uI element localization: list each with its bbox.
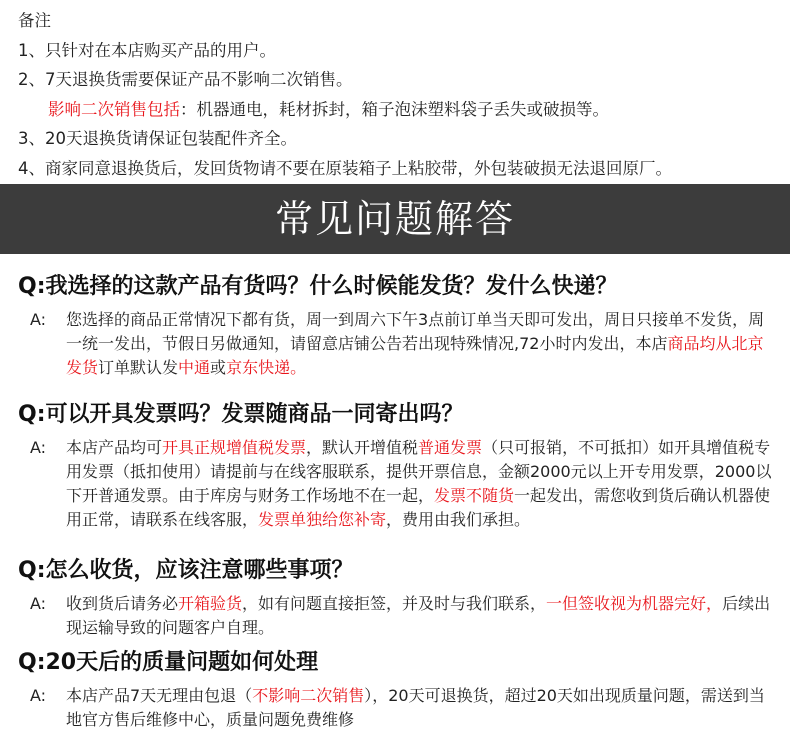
faq-answer-1 bbox=[18, 308, 772, 380]
answer-text: ），20天可退换货，超过20天如出现质量问题，需送到当地官方售后维修中心，质量问题免费维修 bbox=[66, 686, 765, 729]
answer-highlight: 发票单独给您补寄 bbox=[258, 510, 387, 529]
faq-question-1: Q:我选择的这款产品有货吗？什么时候能发货？发什么快递？ bbox=[18, 274, 618, 299]
answer-text: 或 bbox=[210, 358, 227, 377]
faq-answer-2 bbox=[18, 436, 772, 532]
answer-text: 后续出现运输导致的问题客户自理。 bbox=[66, 594, 771, 637]
note-item-2-detail-text: ：机器通电，耗材拆封，箱子泡沫塑料袋子丢失或破损等。 bbox=[180, 99, 609, 119]
faq-question-2: Q:可以开具发票吗？发票随商品一同寄出吗？ bbox=[18, 402, 464, 427]
notes-section bbox=[18, 6, 778, 183]
faq-item-3 bbox=[18, 556, 772, 640]
answer-text: ，费用由我们承担。 bbox=[386, 510, 531, 529]
answer-text: 本店产品7天无理由包退（ bbox=[66, 686, 253, 705]
answer-label: A: bbox=[30, 594, 47, 613]
faq-question-4: Q:20天后的质量问题如何处理 bbox=[18, 650, 319, 675]
answer-text: 一起发出，需您收到货后确认机器使用正常，请联系在线客服， bbox=[66, 486, 771, 529]
faq-item-4 bbox=[18, 648, 772, 732]
note-item-3: 3、20天退换货请保证包装配件齐全。 bbox=[18, 129, 297, 148]
faq-item-1 bbox=[18, 272, 772, 380]
answer-highlight: 商品均从北京发货 bbox=[66, 334, 764, 377]
note-item-4: 4、商家同意退换货后，发回货物请不要在原装箱子上粘胶带，外包装破损无法退回原厂。 bbox=[18, 158, 672, 178]
faq-answer-4-text bbox=[66, 684, 772, 732]
answer-highlight: 不影响二次销售 bbox=[252, 686, 365, 705]
answer-label: A: bbox=[30, 686, 47, 705]
note-item-1: 1、只针对在本店购买产品的用户。 bbox=[18, 40, 276, 60]
answer-text: 本店产品均可 bbox=[66, 438, 163, 457]
answer-highlight: 京东快递。 bbox=[226, 358, 307, 377]
note-item-2-detail bbox=[18, 95, 778, 125]
answer-text: 您选择的商品正常情况下都有货，周一到周六下午3点前订单当天即可发出，周日只接单不发货，周一统一发出，节假日另做通知，请留意店铺公告若出现特殊情况,72小时内发出，本店 bbox=[66, 310, 765, 353]
faq-banner: 常见问题解答 bbox=[0, 184, 790, 254]
notes-title: 备注 bbox=[18, 11, 51, 30]
faq-answer-3 bbox=[18, 592, 772, 640]
faq-answer-2-text bbox=[66, 436, 772, 532]
answer-highlight: 普通发票 bbox=[418, 438, 483, 457]
faq-answer-1-text bbox=[66, 308, 772, 380]
answer-highlight: 发票不随货 bbox=[434, 486, 515, 505]
faq-item-2 bbox=[18, 400, 772, 532]
note-item-2: 2、7天退换货需要保证产品不影响二次销售。 bbox=[18, 70, 353, 89]
answer-text: （只可报销，不可抵扣）如开具增值税专用发票（抵扣使用）请提前与在线客服联系，提供开票信息，金额2000元以上开专用发票，2000以下开普通发票。由于库房与财务工作场地不在一起， bbox=[66, 438, 772, 505]
faq-question-3: Q:怎么收货，应该注意哪些事项？ bbox=[18, 558, 354, 583]
answer-text: ，如有问题直接拒签，并及时与我们联系， bbox=[242, 594, 547, 613]
faq-answer-3-text bbox=[66, 592, 772, 640]
answer-text: 收到货后请务必 bbox=[66, 594, 179, 613]
answer-label: A: bbox=[30, 438, 47, 457]
answer-highlight: 开具正规增值税发票 bbox=[162, 438, 307, 457]
note-item-2-highlight: 影响二次销售包括 bbox=[48, 99, 180, 119]
answer-text: 订单默认发 bbox=[98, 358, 179, 377]
answer-text: ，默认开增值税 bbox=[306, 438, 419, 457]
faq-answer-4 bbox=[18, 684, 772, 732]
answer-highlight: 开箱验货 bbox=[178, 594, 243, 613]
answer-highlight: 中通 bbox=[178, 358, 211, 377]
answer-label: A: bbox=[30, 310, 47, 329]
answer-highlight: 一但签收视为机器完好， bbox=[546, 594, 723, 613]
